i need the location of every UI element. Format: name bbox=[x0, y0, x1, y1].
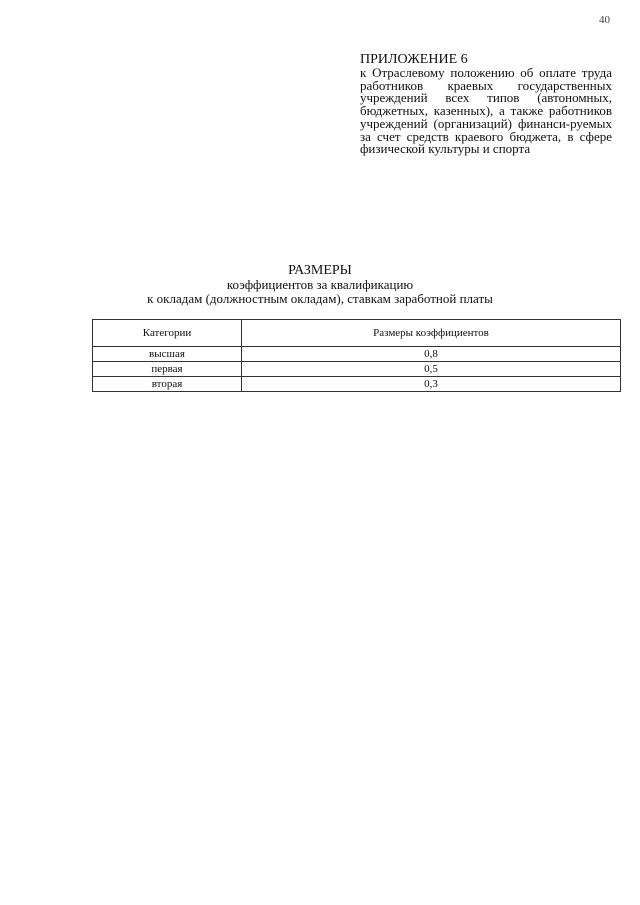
appendix-title: ПРИЛОЖЕНИЕ 6 bbox=[360, 52, 468, 67]
value-cell: 0,5 bbox=[242, 362, 621, 377]
heading-title: РАЗМЕРЫ bbox=[288, 263, 352, 278]
header-coefficients: Размеры коэффициентов bbox=[242, 320, 621, 347]
category-cell: вторая bbox=[93, 377, 242, 392]
appendix-block bbox=[360, 53, 612, 156]
category-cell: первая bbox=[93, 362, 242, 377]
value-cell: 0,8 bbox=[242, 347, 621, 362]
table-row bbox=[93, 362, 621, 377]
heading-line-1: коэффициентов за квалификацию bbox=[226, 277, 414, 292]
appendix-text: к Отраслевому положению об оплате труда работников краевых государственных учреждений всех типов (автономных, бюджетных, казенных), а также работников учреждений (организаций) финанси-руемых за счет средств краевого бюджета, в сфере физической культуры и спорта bbox=[360, 65, 612, 157]
category-cell: высшая bbox=[93, 347, 242, 362]
heading-line-2: к окладам (должностным окладам), ставкам заработной платы bbox=[147, 291, 493, 306]
value-cell: 0,3 bbox=[242, 377, 621, 392]
page-number: 40 bbox=[599, 14, 610, 26]
table-row bbox=[93, 347, 621, 362]
document-heading bbox=[0, 263, 640, 306]
table-row bbox=[93, 377, 621, 392]
header-categories: Категории bbox=[93, 320, 242, 347]
table-header-row bbox=[93, 320, 621, 347]
coefficients-table bbox=[92, 319, 621, 392]
